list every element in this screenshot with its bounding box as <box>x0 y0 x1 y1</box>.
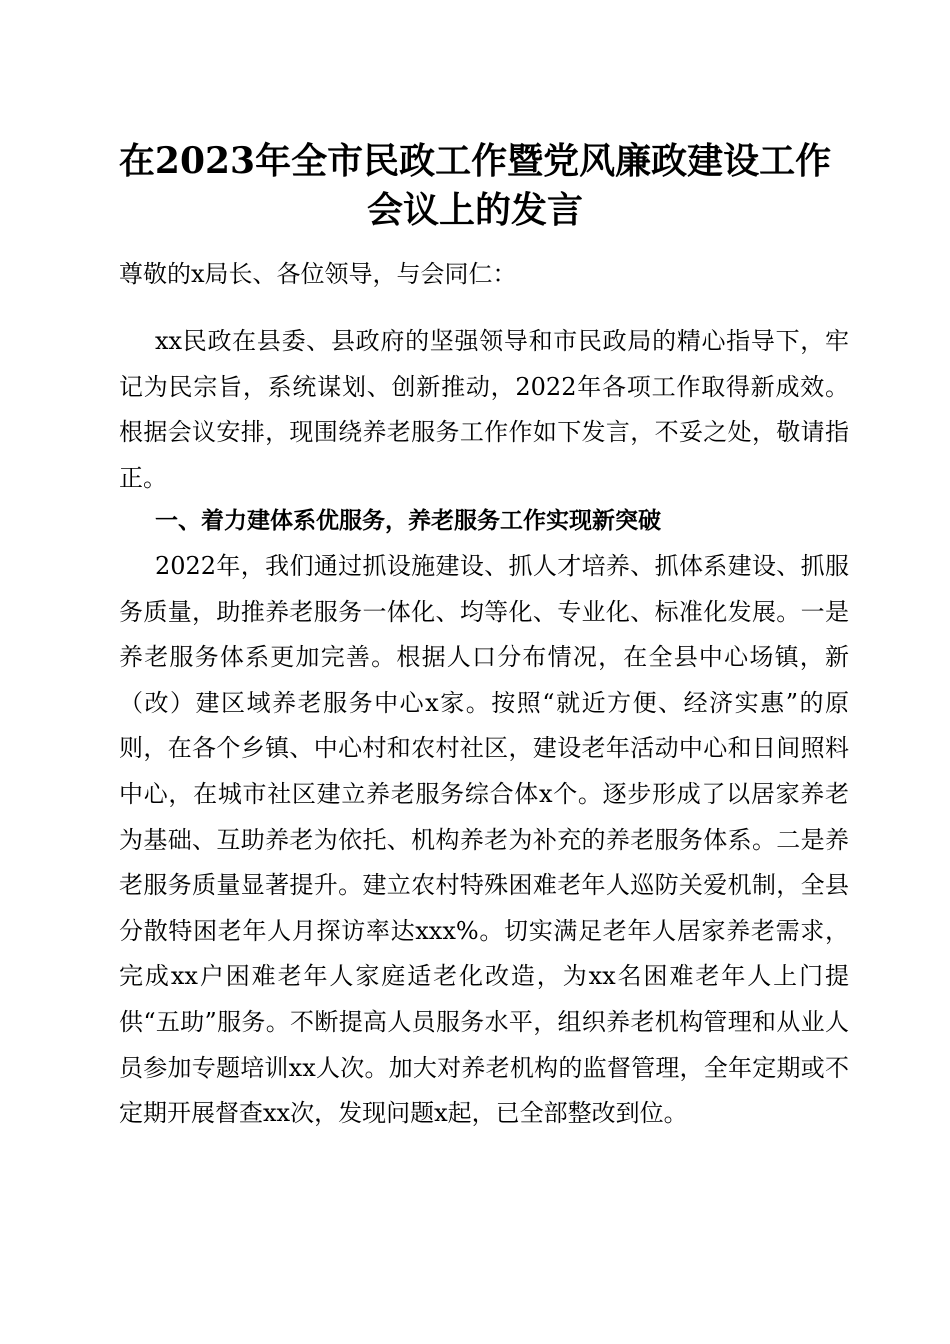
salutation: 尊敬的x局长、各位领导，与会同仁： <box>119 260 517 288</box>
document-title-line-1: 在2023年全市民政工作暨党风廉政建设工作 <box>118 140 832 182</box>
document-title-line-2: 会议上的发言 <box>366 189 583 231</box>
intro-paragraph: xx民政在县委、县政府的坚强领导和市民政局的精心指导下，牢记为民宗旨，系统谋划、创新推动，2022年各项工作取得新成效。根据会议安排，现围绕养老服务工作作如下发言，不妥之处，敬请指正。 <box>119 327 849 492</box>
section-heading-1: 一、着力建体系优服务，养老服务工作实现新突破 <box>155 508 661 534</box>
section-1-paragraph: 2022年，我们通过抓设施建设、抓人才培养、抓体系建设、抓服务质量，助推养老服务一体化、均等化、专业化、标准化发展。一是养老服务体系更加完善。根据人口分布情况，在全县中心场镇，新（改）建区域养老服务中心x家。按照“就近方便、经济实惠”的原则，在各个乡镇、中心村和农村社区，建设老年活动中心和日间照料中心，在城市社区建立养老服务综合体x个。逐步形成了以居家养老为基础、互助养老为依托、机构养老为补充的养老服务体系。二是养老服务质量显著提升。建立农村特殊困难老年人巡防关爱机制，全县分散特困老年人月探访率达xxx%。切实满足老年人居家养老需求，完成xx户困难老年人家庭适老化改造，为xx名困难老年人上门提供“五助”服务。不断提高人员服务水平，组织养老机构管理和从业人员参加专题培训xx人次。加大对养老机构的监督管理，全年定期或不定期开展督查xx次，发现问题x起，已全部整改到位。 <box>119 552 849 1128</box>
